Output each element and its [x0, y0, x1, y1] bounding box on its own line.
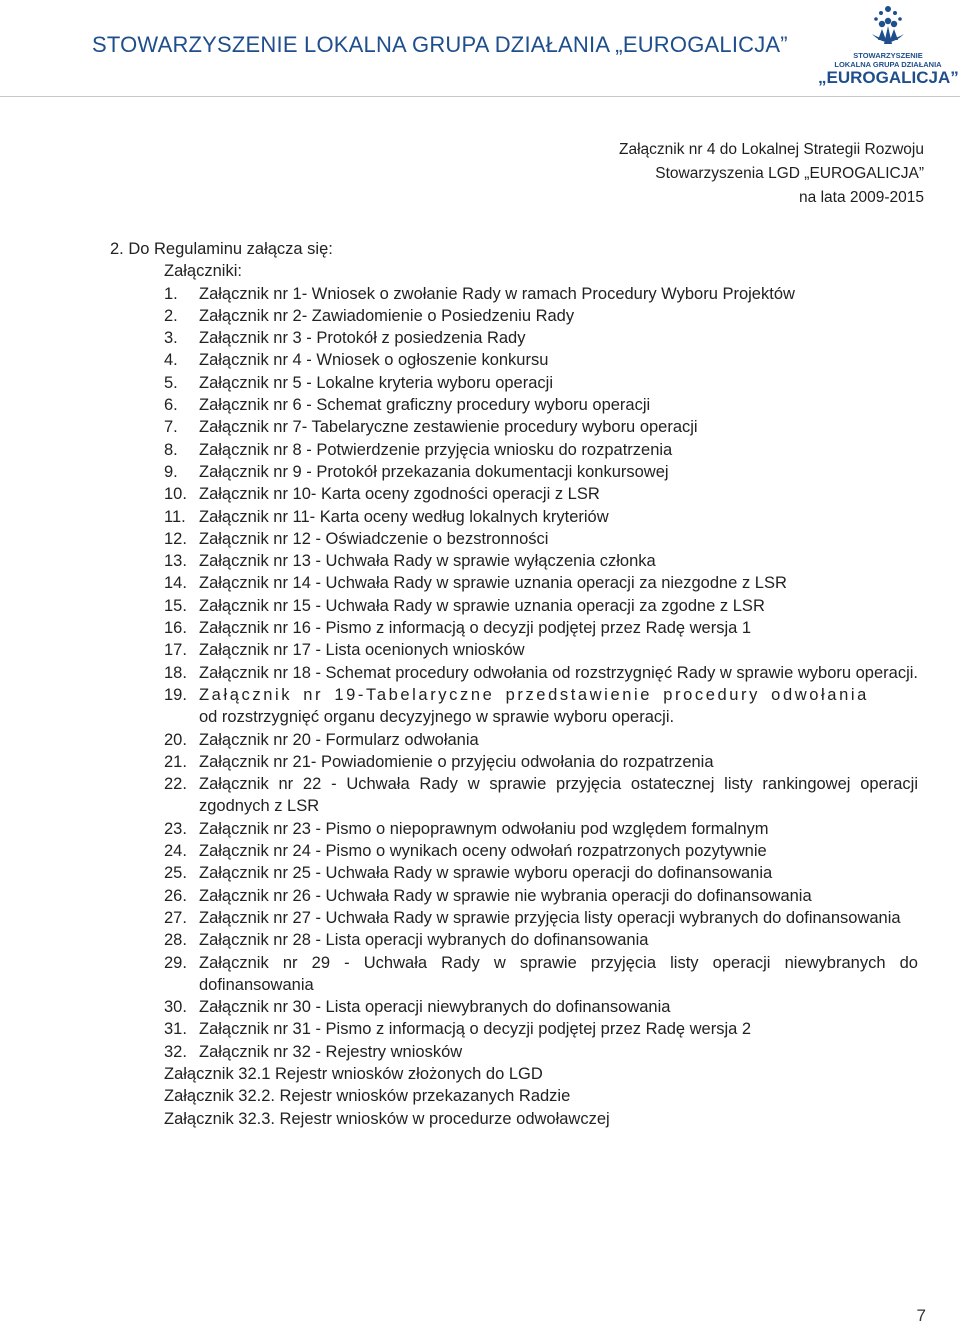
- list-item: [164, 349, 918, 371]
- item-text: Załącznik nr 23 - Pismo o niepoprawnym odwołaniu pod względem formalnym: [199, 819, 769, 838]
- organization-logo: [818, 4, 958, 92]
- list-item: [164, 550, 918, 572]
- list-item: [164, 595, 918, 617]
- item-number: 9.: [164, 462, 178, 481]
- item-number: 30.: [164, 998, 187, 1017]
- list-item: [164, 885, 918, 907]
- list-item: [164, 907, 918, 929]
- list-item: [164, 952, 918, 997]
- list-item: [164, 572, 918, 594]
- item-text: Załącznik nr 17 - Lista ocenionych wniosków: [199, 641, 525, 660]
- list-item: [164, 1018, 918, 1040]
- doc-ref-line2: Stowarzyszenia LGD „EUROGALICJA”: [655, 165, 924, 182]
- item-number: 21.: [164, 752, 187, 771]
- list-item: [164, 394, 918, 416]
- list-item: [164, 751, 918, 773]
- page-header: [0, 0, 960, 97]
- item-number: 20.: [164, 730, 187, 749]
- list-item: [164, 840, 918, 862]
- item-number: 7.: [164, 418, 178, 437]
- item-number: 12.: [164, 529, 187, 548]
- item-text: Załącznik nr 3 - Protokół z posiedzenia Rady: [199, 329, 526, 348]
- sub-attachment: Załącznik 32.1 Rejestr wniosków złożonych do LGD: [164, 1064, 543, 1083]
- organization-title: STOWARZYSZENIE LOKALNA GRUPA DZIAŁANIA „EUROGALICJA”: [92, 32, 788, 57]
- item-number: 6.: [164, 396, 178, 415]
- item-number: 17.: [164, 641, 187, 660]
- item-text: Załącznik nr 1- Wniosek o zwołanie Rady w ramach Procedury Wyboru Projektów: [199, 284, 795, 303]
- list-item: [164, 1041, 918, 1063]
- people-stars-logo-icon: [864, 4, 912, 50]
- item-text: Załącznik nr 31 - Pismo z informacją o decyzji podjętej przez Radę wersja 2: [199, 1020, 752, 1039]
- sub-attachment: Załącznik 32.2. Rejestr wniosków przekazanych Radzie: [164, 1087, 571, 1106]
- list-item: [164, 372, 918, 394]
- item-number: 2.: [164, 306, 178, 325]
- item-number: 29.: [164, 953, 187, 972]
- item-text: Załącznik nr 29 - Uchwała Rady w sprawie przyjęcia listy operacji niewybranych do dofinansowania: [199, 953, 918, 994]
- list-item: [164, 818, 918, 840]
- list-item: [164, 773, 918, 818]
- item-text: Załącznik nr 9 - Protokół przekazania dokumentacji konkursowej: [199, 462, 669, 481]
- section-heading: 2. Do Regulaminu załącza się:: [110, 240, 333, 258]
- item-number: 1.: [164, 284, 178, 303]
- item-text-line1: Załącznik nr 19-Tabelaryczne przedstawienie procedury odwołania: [199, 685, 869, 704]
- item-text: Załącznik nr 5 - Lokalne kryteria wyboru operacji: [199, 373, 553, 392]
- item-text: Załącznik nr 11- Karta oceny według lokalnych kryteriów: [199, 507, 609, 526]
- document-body: [110, 238, 918, 1130]
- list-item: [164, 483, 918, 505]
- item-text: Załącznik nr 18 - Schemat procedury odwołania od rozstrzygnięć Rady w sprawie wyboru operacji.: [199, 663, 918, 682]
- logo-text-line1: STOWARZYSZENIE: [853, 51, 923, 60]
- item-number: 4.: [164, 351, 178, 370]
- item-text: Załącznik nr 12 - Oświadczenie o bezstronności: [199, 529, 549, 548]
- list-item: [164, 662, 918, 684]
- document-reference: [619, 138, 924, 210]
- item-number: 3.: [164, 329, 178, 348]
- item-text: Załącznik nr 27 - Uchwała Rady w sprawie przyjęcia listy operacji wybranych do dofinansowania: [199, 908, 901, 927]
- item-number: 13.: [164, 552, 187, 571]
- item-text: Załącznik nr 7- Tabelaryczne zestawienie procedury wyboru operacji: [199, 418, 698, 437]
- item-text: [199, 684, 918, 729]
- item-text: Załącznik nr 10- Karta oceny zgodności operacji z LSR: [199, 485, 600, 504]
- item-number: 22.: [164, 775, 187, 794]
- item-number: 31.: [164, 1020, 187, 1039]
- item-text: Załącznik nr 21- Powiadomienie o przyjęciu odwołania do rozpatrzenia: [199, 752, 714, 771]
- list-item: [164, 639, 918, 661]
- attachments-heading: Załączniki:: [164, 262, 242, 281]
- list-item: [164, 996, 918, 1018]
- item-number: 25.: [164, 864, 187, 883]
- doc-ref-line1: Załącznik nr 4 do Lokalnej Strategii Rozwoju: [619, 141, 924, 158]
- list-item: [164, 528, 918, 550]
- list-item: [164, 327, 918, 349]
- page-number: 7: [916, 1306, 926, 1325]
- item-number: 11.: [164, 507, 186, 526]
- item-text: Załącznik nr 16 - Pismo z informacją o decyzji podjętej przez Radę wersja 1: [199, 619, 752, 638]
- item-number: 18.: [164, 663, 187, 682]
- list-item: [164, 506, 918, 528]
- item-number: 27.: [164, 908, 187, 927]
- item-text: Załącznik nr 20 - Formularz odwołania: [199, 730, 479, 749]
- list-item: [164, 862, 918, 884]
- item-number: 5.: [164, 373, 178, 392]
- item-text: Załącznik nr 2- Zawiadomienie o Posiedzeniu Rady: [199, 306, 575, 325]
- logo-name: „EUROGALICJA”: [818, 68, 959, 87]
- logo-text-line2: LOKALNA GRUPA DZIAŁANIA: [834, 60, 942, 69]
- doc-ref-line3: na lata 2009-2015: [799, 189, 924, 206]
- list-item: [164, 684, 918, 729]
- list-item: [164, 305, 918, 327]
- item-text: Załącznik nr 22 - Uchwała Rady w sprawie przyjęcia ostatecznej listy rankingowej operacji zgodnych z LSR: [199, 775, 918, 816]
- item-text: Załącznik nr 32 - Rejestry wniosków: [199, 1042, 463, 1061]
- item-text: Załącznik nr 26 - Uchwała Rady w sprawie nie wybrania operacji do dofinansowania: [199, 886, 812, 905]
- item-number: 15.: [164, 596, 187, 615]
- item-text: Załącznik nr 28 - Lista operacji wybranych do dofinansowania: [199, 931, 649, 950]
- item-text: Załącznik nr 15 - Uchwała Rady w sprawie uznania operacji za zgodne z LSR: [199, 596, 765, 615]
- attachments-list: [110, 283, 918, 1063]
- item-number: 10.: [164, 485, 187, 504]
- list-item: [164, 439, 918, 461]
- list-item: [164, 729, 918, 751]
- item-number: 32.: [164, 1042, 187, 1061]
- sub-attachment: Załącznik 32.3. Rejestr wniosków w procedurze odwoławczej: [164, 1109, 610, 1128]
- item-number: 26.: [164, 886, 187, 905]
- item-text: Załącznik nr 24 - Pismo o wynikach oceny odwołań rozpatrzonych pozytywnie: [199, 842, 767, 861]
- item-number: 28.: [164, 931, 187, 950]
- item-text: Załącznik nr 25 - Uchwała Rady w sprawie wyboru operacji do dofinansowania: [199, 864, 773, 883]
- item-text: Załącznik nr 14 - Uchwała Rady w sprawie uznania operacji za niezgodne z LSR: [199, 574, 787, 593]
- item-number: 16.: [164, 619, 187, 638]
- item-text: Załącznik nr 13 - Uchwała Rady w sprawie wyłączenia członka: [199, 552, 656, 571]
- item-text: Załącznik nr 4 - Wniosek o ogłoszenie konkursu: [199, 351, 549, 370]
- list-item: [164, 416, 918, 438]
- item-text: Załącznik nr 8 - Potwierdzenie przyjęcia wniosku do rozpatrzenia: [199, 440, 673, 459]
- list-item: [164, 617, 918, 639]
- list-item: [164, 283, 918, 305]
- item-number: 23.: [164, 819, 187, 838]
- item-text: Załącznik nr 6 - Schemat graficzny procedury wyboru operacji: [199, 396, 651, 415]
- item-number: 8.: [164, 440, 178, 459]
- item-text: Załącznik nr 30 - Lista operacji niewybranych do dofinansowania: [199, 998, 671, 1017]
- item-text-line2: od rozstrzygnięć organu decyzyjnego w sprawie wyboru operacji.: [199, 708, 675, 727]
- item-number: 14.: [164, 574, 187, 593]
- item-number: 24.: [164, 842, 187, 861]
- item-number: 19.: [164, 685, 187, 704]
- list-item: [164, 461, 918, 483]
- list-item: [164, 929, 918, 951]
